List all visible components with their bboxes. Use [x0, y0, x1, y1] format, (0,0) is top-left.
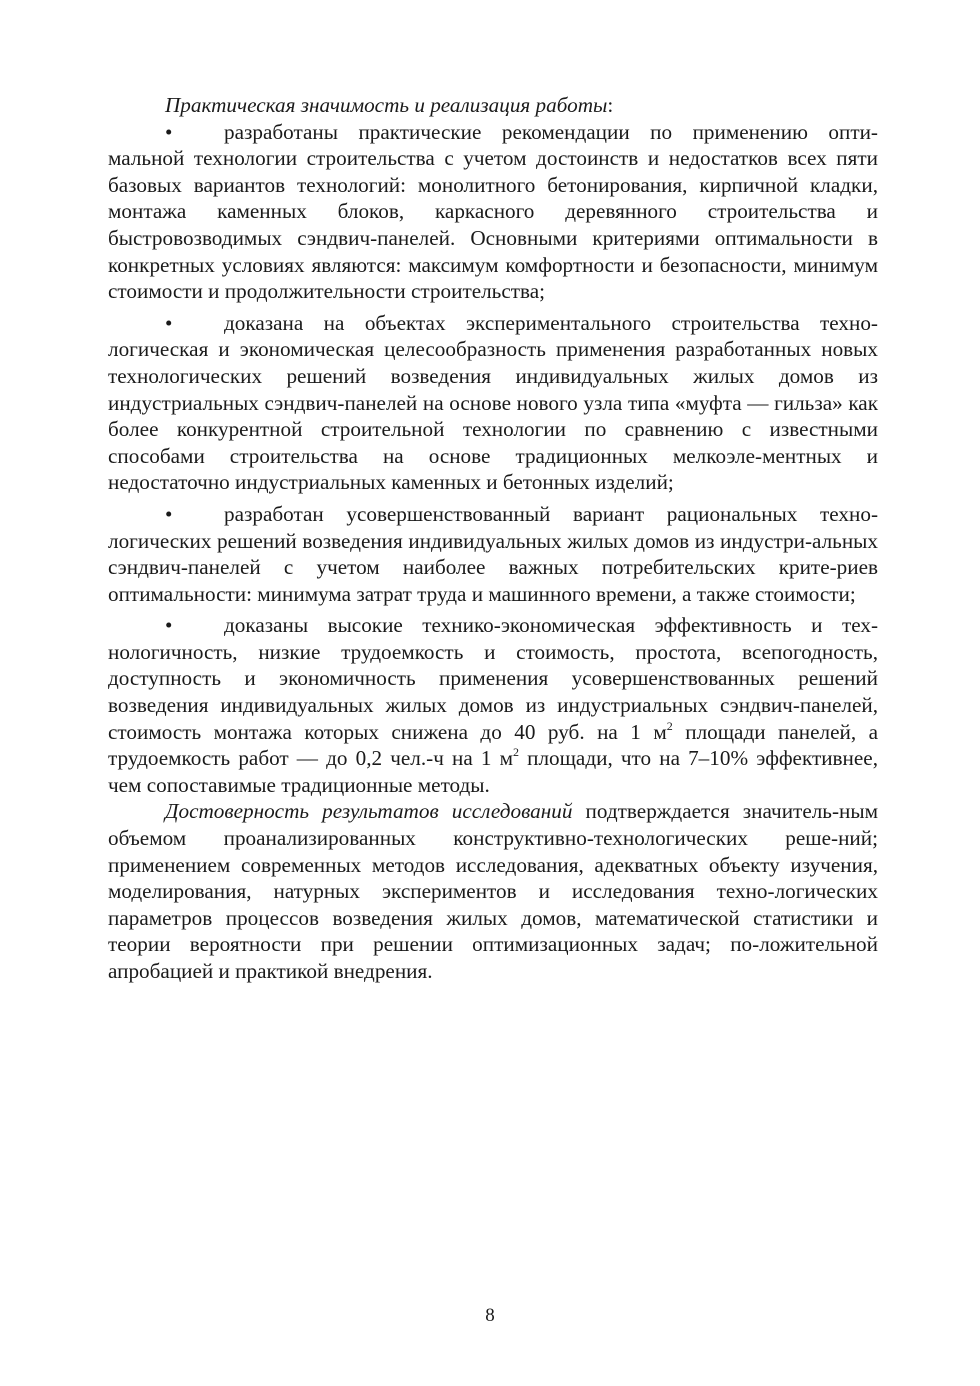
- bullet-text-4-part2: площади панелей, а трудоемкость работ — до 0,2 чел.-ч на 1 м: [108, 719, 878, 771]
- bullet-icon: •: [165, 501, 173, 526]
- bullet-text-1: разработаны практические рекомендации по применению опти-мальной технологии строительства с учетом достоинств и недостатков всех пяти базовых вариантов технологий: монолитного бетонирования, кирпичной кладки, монтажа каменных блоков, каркасного деревянного строительства и быстровозводимых сэндвич-панелей. Основными критериями оптимальности в конкретных условиях являются: максимум комфортности и безопасности, минимум стоимости и продолжительности строительства;: [108, 119, 878, 304]
- bullet-item-1: [108, 119, 878, 305]
- bullet-text-4-part3: площади, что на 7–10% эффективнее, чем сопоставимые традиционные методы.: [108, 746, 879, 797]
- bullet-icon: •: [165, 310, 173, 335]
- bullet-text-4-part1: доказаны высокие технико-экономическая эффективность и тех-нологичность, низкие трудоемкость и стоимость, простота, всепогодность, доступность и экономичность применения усовершенствованных решений возведения индивидуальных жилых домов из индустриальных сэндвич-панелей, стоимость монтажа которых снижена до 40 руб. на 1 м: [108, 613, 878, 744]
- superscript-2: 2: [666, 718, 673, 733]
- bullet-item-4: [108, 612, 878, 798]
- superscript-2: 2: [512, 745, 519, 760]
- bullet-item-3: [108, 501, 878, 607]
- document-body: [108, 92, 878, 985]
- bullet-text-3: разработан усовершенствованный вариант рациональных техно-логических решений возведения индивидуальных жилых домов из индустри-альных сэндвич-панелей с учетом наиболее важных потребительских крите-риев оптимальности: минимума затрат труда и машинного времени, а также стоимости;: [108, 501, 878, 606]
- heading-colon: :: [607, 93, 614, 117]
- page-number: 8: [485, 1305, 495, 1326]
- bullet-item-2: [108, 310, 878, 496]
- reliability-heading: Достоверность результатов исследований: [165, 799, 573, 824]
- bullet-icon: •: [165, 119, 173, 144]
- bullet-text-2: доказана на объектах экспериментального строительства техно-логическая и экономическая целесообразность применения разработанных новых технологических решений возведения индивидуальных жилых домов из индустриальных сэндвич-панелей на основе нового узла типа «муфта — гильза» как более конкурентной строительной технологии по сравнению с известными способами строительства на основе традиционных мелкоэле-ментных и недостаточно индустриальных каменных и бетонных изделий;: [108, 310, 878, 495]
- reliability-paragraph: [108, 798, 878, 984]
- practical-significance-heading: Практическая значимость и реализация работы: [165, 93, 608, 117]
- bullet-icon: •: [165, 613, 173, 638]
- practical-significance-heading-paragraph: [108, 92, 878, 119]
- reliability-text: подтверждается значитель-ным объемом проанализированных конструктивно-технологических реше-ний; применением современных методов исследования, адекватных объекту изучения, моделирования, натурных экспериментов и исследования техно-логических параметров процессов возведения жилых домов, математической статистики и теории вероятности при решении оптимизационных задач; по-ложительной апробацией и практикой внедрения.: [108, 799, 878, 983]
